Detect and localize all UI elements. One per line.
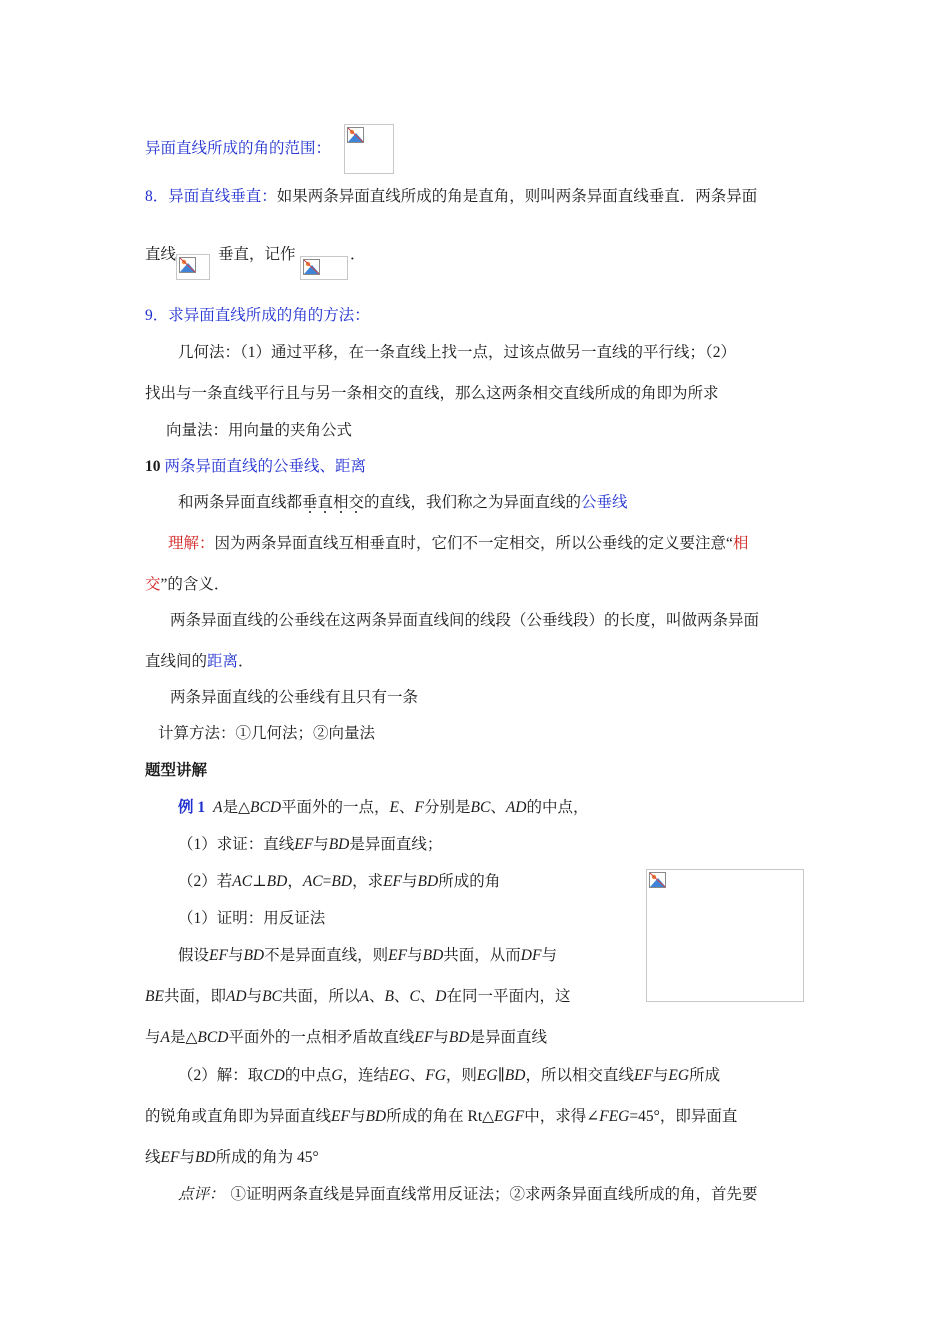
- math-symbol: BE: [145, 988, 164, 1005]
- math-symbol: E: [389, 799, 400, 816]
- understanding-text-2: ”的含义．: [160, 576, 230, 593]
- section-8-line-2: [145, 245, 176, 265]
- text-run: （2）若: [178, 873, 233, 890]
- math-symbol: BD: [331, 873, 353, 890]
- text-run: 与: [227, 947, 244, 964]
- text-run: 的锐角或直角即为异面直线: [145, 1108, 332, 1125]
- section-10-title: 两条异面直线的公垂线、距离: [164, 458, 367, 475]
- math-symbol: EG: [389, 1067, 410, 1084]
- definition-text-b: 的直线，我们称之为异面直线的: [364, 494, 582, 511]
- text-run: ，连结: [342, 1067, 390, 1084]
- math-symbol: CD: [263, 1067, 285, 1084]
- topic-heading: 题型讲解: [145, 762, 208, 779]
- math-symbol: B: [384, 988, 394, 1005]
- example-1-question-2: [178, 872, 500, 892]
- text-run: 中，求得∠: [524, 1108, 600, 1125]
- section-8-number: 8．: [145, 188, 169, 205]
- math-symbol: BD: [365, 1108, 387, 1125]
- example-1-statement: [178, 798, 589, 818]
- text-run: 是△: [222, 799, 251, 816]
- example-1-label: 例 1: [178, 799, 206, 816]
- text-run: （1）求证：直线: [178, 836, 295, 853]
- vector-method: 向量法：用向量的夹角公式: [166, 422, 353, 439]
- math-symbol: A: [213, 799, 223, 816]
- math-symbol: BD: [328, 836, 350, 853]
- text-run: ∥: [497, 1067, 505, 1084]
- text-run: 在同一平面内，这: [446, 988, 571, 1005]
- math-symbol: BD: [243, 947, 265, 964]
- common-perpendicular-definition: [178, 493, 628, 513]
- math-symbol: BD: [266, 873, 288, 890]
- text-run: 与: [313, 836, 329, 853]
- section-8-title: 异面直线垂直：: [168, 188, 277, 205]
- understanding-line-2: [145, 575, 229, 595]
- text-run: 的中点，: [526, 799, 589, 816]
- text-run: 是异面直线；: [349, 836, 443, 853]
- broken-image-icon: [179, 257, 196, 273]
- distance-term: 距离: [207, 653, 239, 670]
- geometry-method-line-2: 找出与一条直线平行且与另一条相交的直线，那么这两条相交直线所成的角即为所求: [145, 385, 719, 402]
- text-run: 、: [490, 799, 506, 816]
- text-run: 是异面直线: [469, 1029, 548, 1046]
- text-run: 与: [402, 873, 418, 890]
- proof-title: （1）证明：用反证法: [178, 910, 326, 927]
- math-symbol: EG: [668, 1067, 690, 1084]
- math-symbol: F: [414, 799, 424, 816]
- section-10-heading: [145, 457, 366, 477]
- math-symbol: BD: [448, 1029, 470, 1046]
- text-run: 、: [409, 1067, 426, 1084]
- math-symbol: EF: [209, 947, 228, 964]
- text-run: 共面，所以: [281, 988, 360, 1005]
- text-run: 所成的角在 Rt△: [386, 1108, 495, 1125]
- math-symbol: AC: [302, 873, 323, 890]
- notation-image: [300, 256, 348, 280]
- text-run: ，: [287, 873, 303, 890]
- math-symbol: EF: [414, 1029, 434, 1046]
- uniqueness-statement: 两条异面直线的公垂线有且只有一条: [170, 689, 419, 706]
- section-10-number: 10: [145, 458, 161, 475]
- broken-image-icon: [303, 259, 320, 275]
- math-symbol: EGF: [494, 1108, 525, 1125]
- text-run: 与: [541, 947, 557, 964]
- text-run: 、: [368, 988, 385, 1005]
- text-run: 与: [349, 1108, 366, 1125]
- math-symbol: AD: [225, 988, 247, 1005]
- section-9-title: 9．求异面直线所成的角的方法：: [145, 307, 370, 324]
- solution-line-3: [145, 1148, 319, 1168]
- section-8-text: 如果两条异面直线所成的角是直角，则叫两条异面直线垂直．两条异面: [276, 188, 758, 205]
- range-label: 异面直线所成的角的范围：: [145, 140, 332, 157]
- math-symbol: EF: [388, 947, 408, 964]
- math-symbol: EF: [383, 873, 403, 890]
- proof-line-2: [145, 987, 571, 1007]
- text-run: 所成: [689, 1067, 721, 1084]
- example-1-question-1: [178, 835, 442, 855]
- math-symbol: AC: [232, 873, 253, 890]
- section-8-perp-text: 垂直，记作: [218, 246, 296, 263]
- text-run: 与: [433, 1029, 449, 1046]
- math-symbol: AD: [505, 799, 527, 816]
- section-8-word-lines: 直线: [145, 246, 177, 263]
- math-symbol: BD: [417, 873, 439, 890]
- text-run: 共面，从而: [443, 947, 521, 964]
- text-run: 平面外的一点，: [281, 799, 390, 816]
- text-run: 共面，即: [163, 988, 226, 1005]
- text-run: 与: [179, 1149, 195, 1166]
- comment-line: [178, 1185, 758, 1205]
- text-run: =: [322, 873, 332, 890]
- broken-image-icon: [649, 872, 666, 888]
- math-symbol: EF: [331, 1108, 350, 1125]
- math-symbol: EF: [160, 1149, 180, 1166]
- math-symbol: BC: [262, 988, 282, 1005]
- broken-image-icon: [347, 127, 364, 143]
- distance-definition-line-1: 两条异面直线的公垂线在这两条异面直线间的线段（公垂线段）的长度，叫做两条异面: [170, 612, 760, 629]
- section-8-end: ．: [350, 246, 366, 263]
- math-symbol: A: [160, 1029, 170, 1046]
- proof-line-1: [178, 946, 557, 966]
- comment-label: 点评：: [178, 1186, 225, 1203]
- math-symbol: EF: [633, 1067, 653, 1084]
- definition-emphasis-text: 垂直相交: [302, 494, 365, 511]
- proof-line-3: [145, 1028, 547, 1048]
- text-run: 分别是: [424, 799, 471, 816]
- text-run: =45°，即异面直: [629, 1108, 738, 1125]
- definition-term: 公垂线: [581, 494, 628, 511]
- math-symbol: EG: [476, 1067, 498, 1084]
- solution-line-1: [178, 1066, 720, 1086]
- understanding-emph-2: 交: [145, 576, 161, 593]
- math-symbol: FG: [425, 1067, 446, 1084]
- understanding-label: 理解：: [168, 535, 215, 552]
- solution-line-2: [145, 1107, 737, 1127]
- text-run: ，则: [445, 1067, 477, 1084]
- math-symbol: BD: [504, 1067, 526, 1084]
- math-symbol: BD: [194, 1149, 216, 1166]
- text-run: （2）解：取: [178, 1067, 264, 1084]
- example-1-text: [213, 799, 588, 816]
- math-symbol: BC: [470, 799, 491, 816]
- math-symbol: G: [331, 1067, 343, 1084]
- line-pair-image: [176, 254, 210, 280]
- text-run: ，求: [352, 873, 384, 890]
- text-run: 假设: [178, 947, 210, 964]
- math-symbol: A: [359, 988, 369, 1005]
- text-run: ，所以相交直线: [525, 1067, 634, 1084]
- math-symbol: DF: [520, 947, 542, 964]
- text-run: ⊥: [252, 873, 267, 890]
- tetrahedron-figure: [646, 869, 804, 1002]
- range-formula-image: [344, 124, 394, 174]
- distance-definition-line-2: [145, 652, 254, 672]
- math-symbol: BD: [422, 947, 444, 964]
- text-run: 、: [393, 988, 410, 1005]
- distance-end: ．: [238, 653, 254, 670]
- text-run: 与: [246, 988, 263, 1005]
- text-run: 平面外的一点相矛盾故直线: [228, 1029, 415, 1046]
- text-run: 不是异面直线，则: [264, 947, 389, 964]
- math-symbol: D: [435, 988, 447, 1005]
- definition-emphasis: [302, 494, 364, 511]
- understanding-line-1: [168, 534, 748, 554]
- text-run: 、: [399, 799, 415, 816]
- math-symbol: BCD: [250, 799, 282, 816]
- text-run: 的中点: [284, 1067, 332, 1084]
- math-symbol: FEG: [599, 1108, 630, 1125]
- text-run: 线: [145, 1149, 161, 1166]
- math-symbol: C: [409, 988, 420, 1005]
- text-run: 所成的角: [438, 873, 501, 890]
- distance-text: 直线间的: [145, 653, 208, 670]
- definition-text-a: 和两条异面直线都: [178, 494, 303, 511]
- text-run: 、: [419, 988, 436, 1005]
- comment-text: ①证明两条直线是异面直线常用反证法；②求两条异面直线所成的角，首先要: [230, 1186, 758, 1203]
- text-run: 与: [652, 1067, 669, 1084]
- math-symbol: EF: [294, 836, 314, 853]
- text-run: 与: [407, 947, 423, 964]
- understanding-emph-1: 相: [732, 535, 749, 552]
- text-run: 与: [145, 1029, 161, 1046]
- section-8-heading: [145, 187, 757, 207]
- calculation-methods: 计算方法：①几何法；②向量法: [158, 725, 376, 742]
- geometry-method-line-1: 几何法：（1）通过平移，在一条直线上找一点，过该点做另一直线的平行线；（2）: [178, 344, 737, 361]
- math-symbol: BCD: [197, 1029, 229, 1046]
- text-run: 是△: [169, 1029, 198, 1046]
- text-run: 所成的角为 45°: [215, 1149, 319, 1166]
- understanding-text: 因为两条异面直线互相垂直时，它们不一定相交，所以公垂线的定义要注意“: [214, 535, 733, 552]
